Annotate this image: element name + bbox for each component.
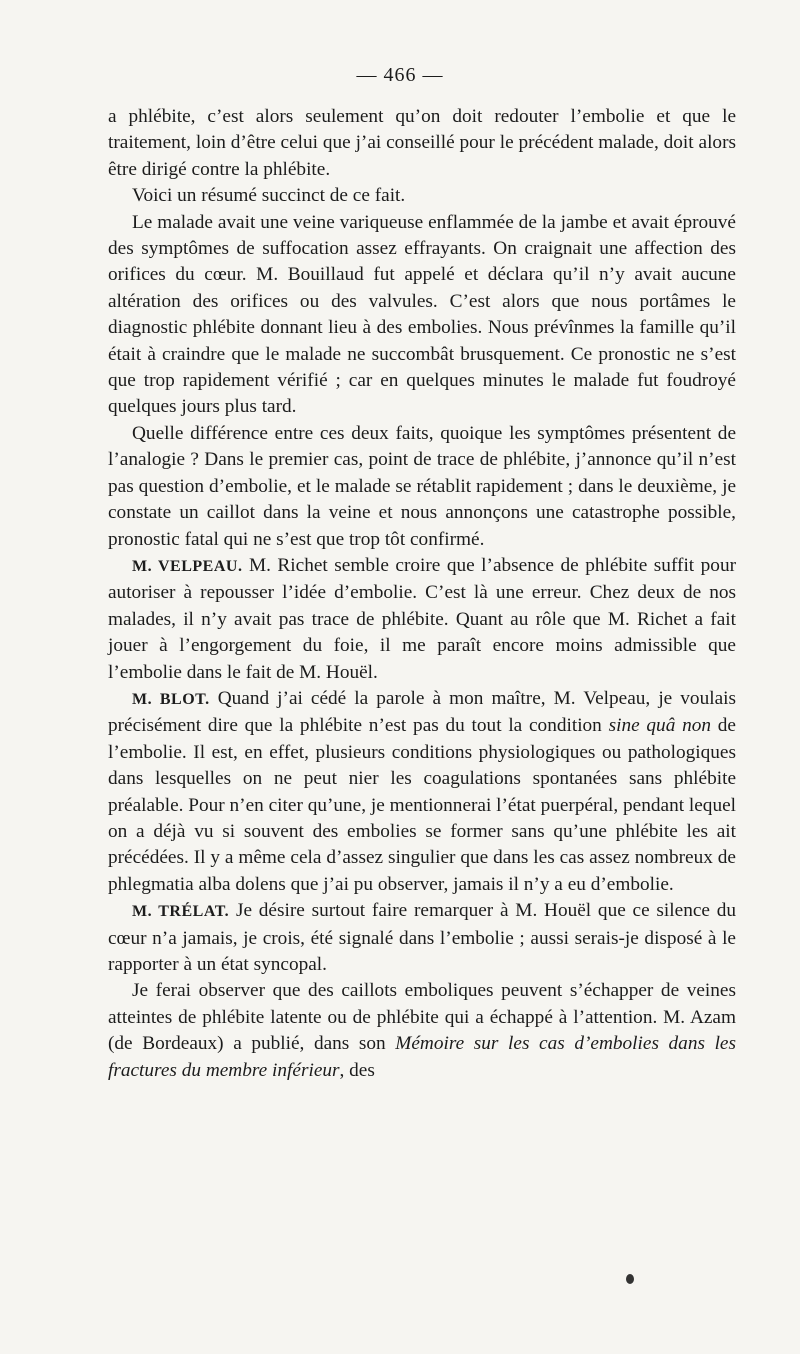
paragraph [108,898,736,978]
paragraph-text: de l’embolie. Il est, en effet, plusieurs conditions physiologiques ou pathologiques dans lesquelles on ne peut nier les coagulations spontanées sans phlébite préalable. Pour n’en citer qu’une, je mentionnerai l’état puerpéral, pendant lequel on a déjà vu si souvent des embolies se former sans qu’une phlébite les ait précédées. Il y a même cela d’assez singulier que dans les cas assez nombreux de phlegmatia alba dolens que j’ai pu observer, jamais il n’y a eu d’embolie. [108,715,736,895]
paragraph-text: Voici un résumé succinct de ce fait. [132,185,406,207]
body-text [108,104,736,1084]
paragraph-text: Quand j’ai cédé la parole à mon maître, M. Velpeau, je voulais précisément dire que la phlébite n’est pas du tout la condition [108,687,736,737]
paragraph [108,104,736,183]
speaker-name: M. TRÉLAT. [132,903,230,921]
italic-text: Mémoire sur les cas d’embolies dans les fractures du membre inférieur [108,1033,736,1081]
paragraph [108,421,736,553]
page-number: — 466 — [356,64,444,86]
paragraph [108,210,736,421]
paragraph-text: Le malade avait une veine variqueuse enflammée de la jambe et avait éprouvé des symptômes de suffocation assez effrayants. On craignait une affection des orifices du cœur. M. Bouillaud fut appelé et déclara qu’il n’y avait aucune altération des orifices ou des valvules. C’est alors que nous portâmes le diagnostic phlébite donnant lieu à des embolies. Nous prévînmes la famille qu’il était à craindre que le malade ne succombât brusquement. Ce pronostic ne s’est que trop rapidement vérifié ; car en quelques minutes le malade fut foudroyé quelques jours plus tard. [108,211,736,418]
paragraph [108,553,736,686]
paragraph [108,686,736,898]
paragraph-text: M. Richet semble croire que l’absence de phlébite suffit pour autoriser à repousser l’idée d’embolie. C’est là une erreur. Chez deux de nos malades, il n’y avait pas trace de phlébite. Quant au rôle que M. Richet a fait jouer à l’engorgement du foie, il me paraît encore moins admissible que l’embolie dans le fait de M. Houël. [108,554,737,683]
paragraph [108,978,736,1084]
italic-text: sine quâ non [608,715,712,737]
paragraph-text: Je ferai observer que des caillots emboliques peuvent s’échapper de veines atteintes de phlébite latente ou de phlébite qui a échappé à l’attention. M. Azam (de Bordeaux) a publié, dans son [108,980,736,1055]
paragraph [108,183,736,209]
paragraph-text: Je désire surtout faire remarquer à M. Houël que ce silence du cœur n’a jamais, je crois, été signalé dans l’embolie ; aussi serais-je disposé à le rapporter à un état syncopal. [108,900,736,975]
paragraph-text: Quelle différence entre ces deux faits, quoique les symptômes présentent de l’analogie ? Dans le premier cas, point de trace de phlébite, j’annonce qu’il n’est pas question d’embolie, et le malade se rétablit rapidement ; dans le deuxième, je constate un caillot dans la veine et nous annonçons une catastrophe possible, pronostic fatal qui ne s’est que trop tôt confirmé. [108,422,736,550]
ink-dot [626,1274,634,1284]
paragraph-text: a phlébite, c’est alors seulement qu’on doit redouter l’embolie et que le traitement, loin d’être celui que j’ai conseillé pour le précédent malade, doit alors être dirigé contre la phlébite. [108,106,736,180]
paragraph-text: , des [339,1059,375,1081]
speaker-name: M. BLOT. [132,690,210,708]
speaker-name: M. VELPEAU. [132,557,243,575]
